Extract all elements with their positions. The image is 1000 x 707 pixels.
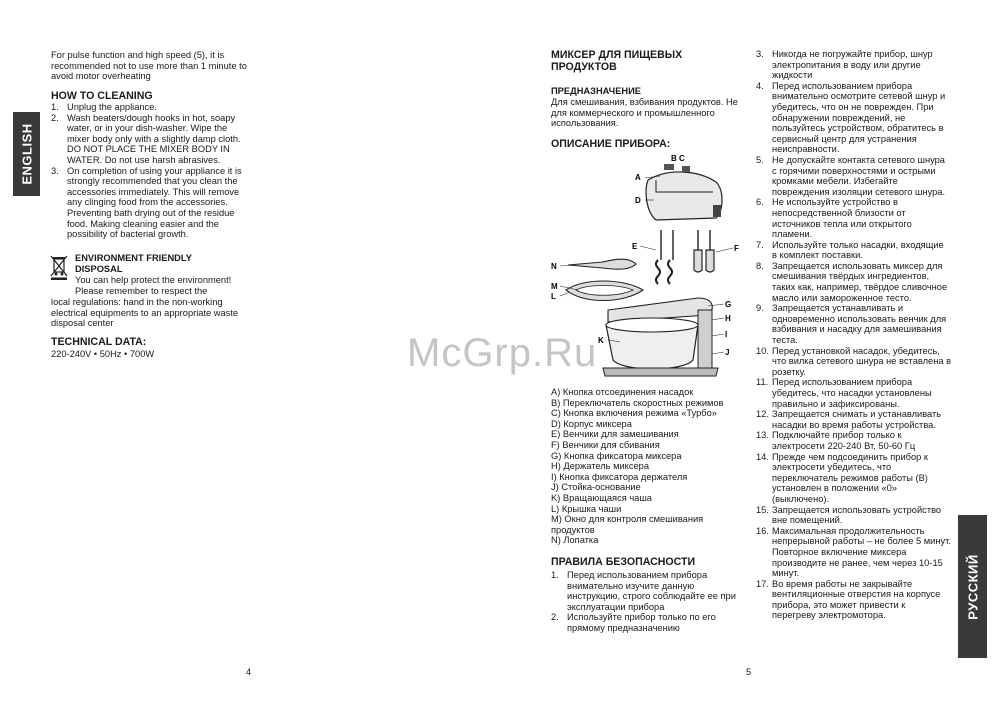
safety-item-text: Запрещается устанавливать и одновременно использовать венчик для взбивания и насадку для замешивания теста. — [772, 303, 947, 346]
safety-item-number: 9. — [756, 303, 764, 314]
env-title-1: ENVIRONMENT FRIENDLY — [75, 253, 192, 263]
safety-item-text: Используйте только насадки, входящие в комплект поставки. — [772, 239, 944, 261]
page-number-right: 5 — [746, 667, 752, 677]
safety-item-text: Запрещается снимать и устанавливать насадки во время работы устройства. — [772, 409, 942, 430]
parts-list — [551, 387, 746, 546]
purpose-text: Для смешивания, взбивания продуктов. Не для коммерческого и промышленного использования. — [551, 97, 738, 129]
diagram-label-k: K — [598, 336, 604, 345]
safety-list-right — [756, 49, 951, 621]
part-item: I) Кнопка фиксатора держателя — [551, 471, 688, 482]
diagram-label-g: G — [725, 300, 732, 309]
part-item: J) Стойка-основание — [551, 482, 641, 493]
diagram-label-h: H — [725, 314, 731, 323]
safety-item-text: Запрещается использовать устройство вне помещений. — [772, 504, 942, 526]
safety-item-text: Перед использованием прибора убедитесь, что насадки установлены правильно и зафиксированы. — [772, 377, 932, 409]
part-item: E) Венчики для замешивания — [551, 429, 679, 440]
part-item: H) Держатель миксера — [551, 461, 649, 472]
safety-item-number: 14. — [756, 451, 769, 462]
env-text-2: Please remember to respect the — [75, 286, 208, 296]
safety-item — [756, 240, 951, 261]
language-tab-label: ENGLISH — [19, 123, 34, 185]
safety-item — [756, 261, 951, 303]
diagram-label-i: I — [725, 330, 728, 339]
safety-item-number: 11. — [756, 377, 769, 388]
purpose-title: ПРЕДНАЗНАЧЕНИЕ — [551, 86, 642, 96]
diagram-label-l: L — [551, 292, 556, 301]
safety-item-number: 5. — [756, 154, 764, 165]
safety-item — [551, 570, 741, 612]
safety-item-text: Запрещается использовать миксер для смешивания твёрдых ингредиентов, таких как, например, твёрдое сливочное масло или замороженное тесто. — [772, 260, 948, 303]
technical-data-value: 220-240V • 50Hz • 700W — [51, 349, 155, 359]
part-item: C) Кнопка включения режима «Турбо» — [551, 408, 717, 419]
watermark: McGrp.Ru — [407, 331, 598, 375]
pulse-note: For pulse function and high speed (5), it is recommended not to use more than 1 minute to avoid motor overheating — [51, 50, 247, 82]
part-item: B) Переключатель скоростных режимов — [551, 397, 724, 408]
safety-item-text: Подключайте прибор только к электросети 220-240 Вт, 50-60 Гц — [772, 430, 916, 451]
part-item: F) Венчики для сбивания — [551, 439, 660, 450]
cleaning-step-text: On completion of using your appliance it is strongly recommended that you clean the accessories immediately. This will remove any clinging food from the accessories. Preventing bath drying out of the residue food. Making cleaning easier and the possibility of bacterial growth. — [67, 165, 242, 240]
part-item: L) Крышка чаши — [551, 503, 622, 514]
cleaning-step-number: 2. — [51, 112, 59, 123]
safety-title: ПРАВИЛА БЕЗОПАСНОСТИ — [551, 556, 696, 568]
part-item: продуктов — [551, 524, 595, 535]
env-text-3: local regulations: hand in the non-working electrical equipments to an appropriate waste disposal center — [51, 297, 239, 329]
part-item: M) Окно для контроля смешивания — [551, 514, 704, 525]
safety-item — [756, 526, 951, 579]
safety-item-number: 2. — [551, 612, 559, 623]
safety-item — [756, 505, 951, 526]
language-tab-english — [13, 112, 40, 196]
safety-item-text: Никогда не погружайте прибор, шнур электропитания в воду или другие жидкости — [772, 49, 933, 81]
safety-item-number: 10. — [756, 345, 769, 356]
safety-item-number: 3. — [756, 49, 764, 59]
safety-item-number: 13. — [756, 430, 769, 441]
safety-item-number: 15. — [756, 504, 769, 515]
description-title: ОПИСАНИЕ ПРИБОРА: — [551, 138, 671, 150]
safety-item — [756, 452, 951, 505]
diagram-label-d: D — [635, 196, 641, 205]
cleaning-step-text: Unplug the appliance. — [67, 102, 157, 112]
safety-item-number: 4. — [756, 80, 764, 91]
safety-item-text: Во время работы не закрывайте вентиляционные отверстия на корпусе прибора, это может привести к перегреву электромотора. — [772, 578, 941, 621]
env-title-2: DISPOSAL — [75, 264, 123, 274]
safety-item — [756, 430, 951, 451]
safety-item — [756, 303, 951, 345]
safety-item-text: Максимальная продолжительность непрерывной работы – не более 5 минут. Повторное включение миксера производите не ранее, чем через 10-15 минут. — [772, 525, 951, 579]
safety-item-text: Прежде чем подсоединить прибор к электросети убедитесь, что переключатель режимов работы (B) установлен в положении «0» (выключено). — [772, 451, 928, 504]
safety-item-text: Перед установкой насадок, убедитесь, что вилка сетевого шнура не вставлена в розетку. — [772, 345, 952, 377]
cleaning-title: HOW TO CLEANING — [51, 90, 153, 102]
safety-list-left — [551, 570, 741, 634]
cleaning-steps — [51, 102, 244, 240]
safety-item — [756, 81, 951, 155]
safety-item-text: Перед использованием прибора внимательно изучите данную инструкцию, строго соблюдайте ее при эксплуатации прибора — [567, 570, 736, 612]
safety-item — [756, 197, 951, 239]
cleaning-step-text: Wash beaters/dough hooks in hot, soapy water, or in your dish-washer. Wipe the mixer body only with a slightly damp cloth. DO NOT PLACE THE MIXER BODY IN WATER. Do not use harsh abrasives. — [67, 112, 241, 165]
page-number-left: 4 — [246, 667, 252, 677]
weee-bin-icon — [50, 254, 68, 280]
safety-item — [551, 612, 741, 633]
safety-item-number: 7. — [756, 239, 764, 250]
technical-data-title: TECHNICAL DATA: — [51, 336, 147, 348]
part-item: N) Лопатка — [551, 535, 599, 546]
cleaning-step-number: 3. — [51, 165, 59, 176]
part-item: G) Кнопка фиксатора миксера — [551, 450, 682, 461]
safety-item-number: 8. — [756, 260, 764, 271]
safety-item-number: 6. — [756, 197, 764, 208]
cleaning-step — [51, 102, 244, 113]
safety-item-text: Не допускайте контакта сетевого шнура с горячими поверхностями и острыми кромками мебели. Избегайте повреждения изоляции сетевого шнура. — [772, 154, 946, 197]
diagram-label-a: A — [635, 173, 641, 182]
part-item: K) Вращающаяся чаша — [551, 492, 652, 503]
safety-item-number: 12. — [756, 409, 769, 420]
diagram-label-j: J — [725, 348, 730, 357]
language-tab-label-ru: РУССКИЙ — [965, 553, 980, 620]
part-item: A) Кнопка отсоединения насадок — [551, 387, 694, 397]
safety-item-text: Используйте прибор только по его прямому предназначению — [567, 612, 716, 633]
cleaning-step-number: 1. — [51, 102, 59, 112]
safety-item — [756, 346, 951, 378]
diagram-label-m: M — [551, 282, 558, 291]
cleaning-step — [51, 166, 244, 240]
safety-item — [756, 155, 951, 197]
language-tab-russian — [958, 515, 987, 658]
safety-item — [756, 49, 951, 81]
env-text-1: You can help protect the environment! — [75, 275, 232, 285]
safety-item-number: 16. — [756, 525, 769, 536]
safety-item-number: 1. — [551, 570, 559, 580]
safety-item-number: 17. — [756, 578, 769, 589]
safety-item — [756, 409, 951, 430]
diagram-label-e: E — [632, 242, 638, 251]
safety-item-text: Не используйте устройство в непосредственной близости от источников тепла или открытого пламени. — [772, 197, 912, 240]
diagram-label-n: N — [551, 262, 557, 271]
diagram-label-f: F — [734, 244, 739, 253]
safety-item — [756, 579, 951, 621]
safety-item — [756, 377, 951, 409]
doc-title: МИКСЕР ДЛЯ ПИЩЕВЫХ ПРОДУКТОВ — [551, 49, 683, 73]
safety-item-text: Перед использованием прибора внимательно осмотрите сетевой шнур и убедитесь, что он не поврежден. При обнаружении повреждений, не пользуйтесь устройством, обратитесь в сервисный центр для устранения неисправности. — [772, 80, 946, 155]
part-item: D) Корпус миксера — [551, 418, 632, 429]
cleaning-step — [51, 113, 244, 166]
diagram-label-bc: B C — [671, 154, 685, 163]
